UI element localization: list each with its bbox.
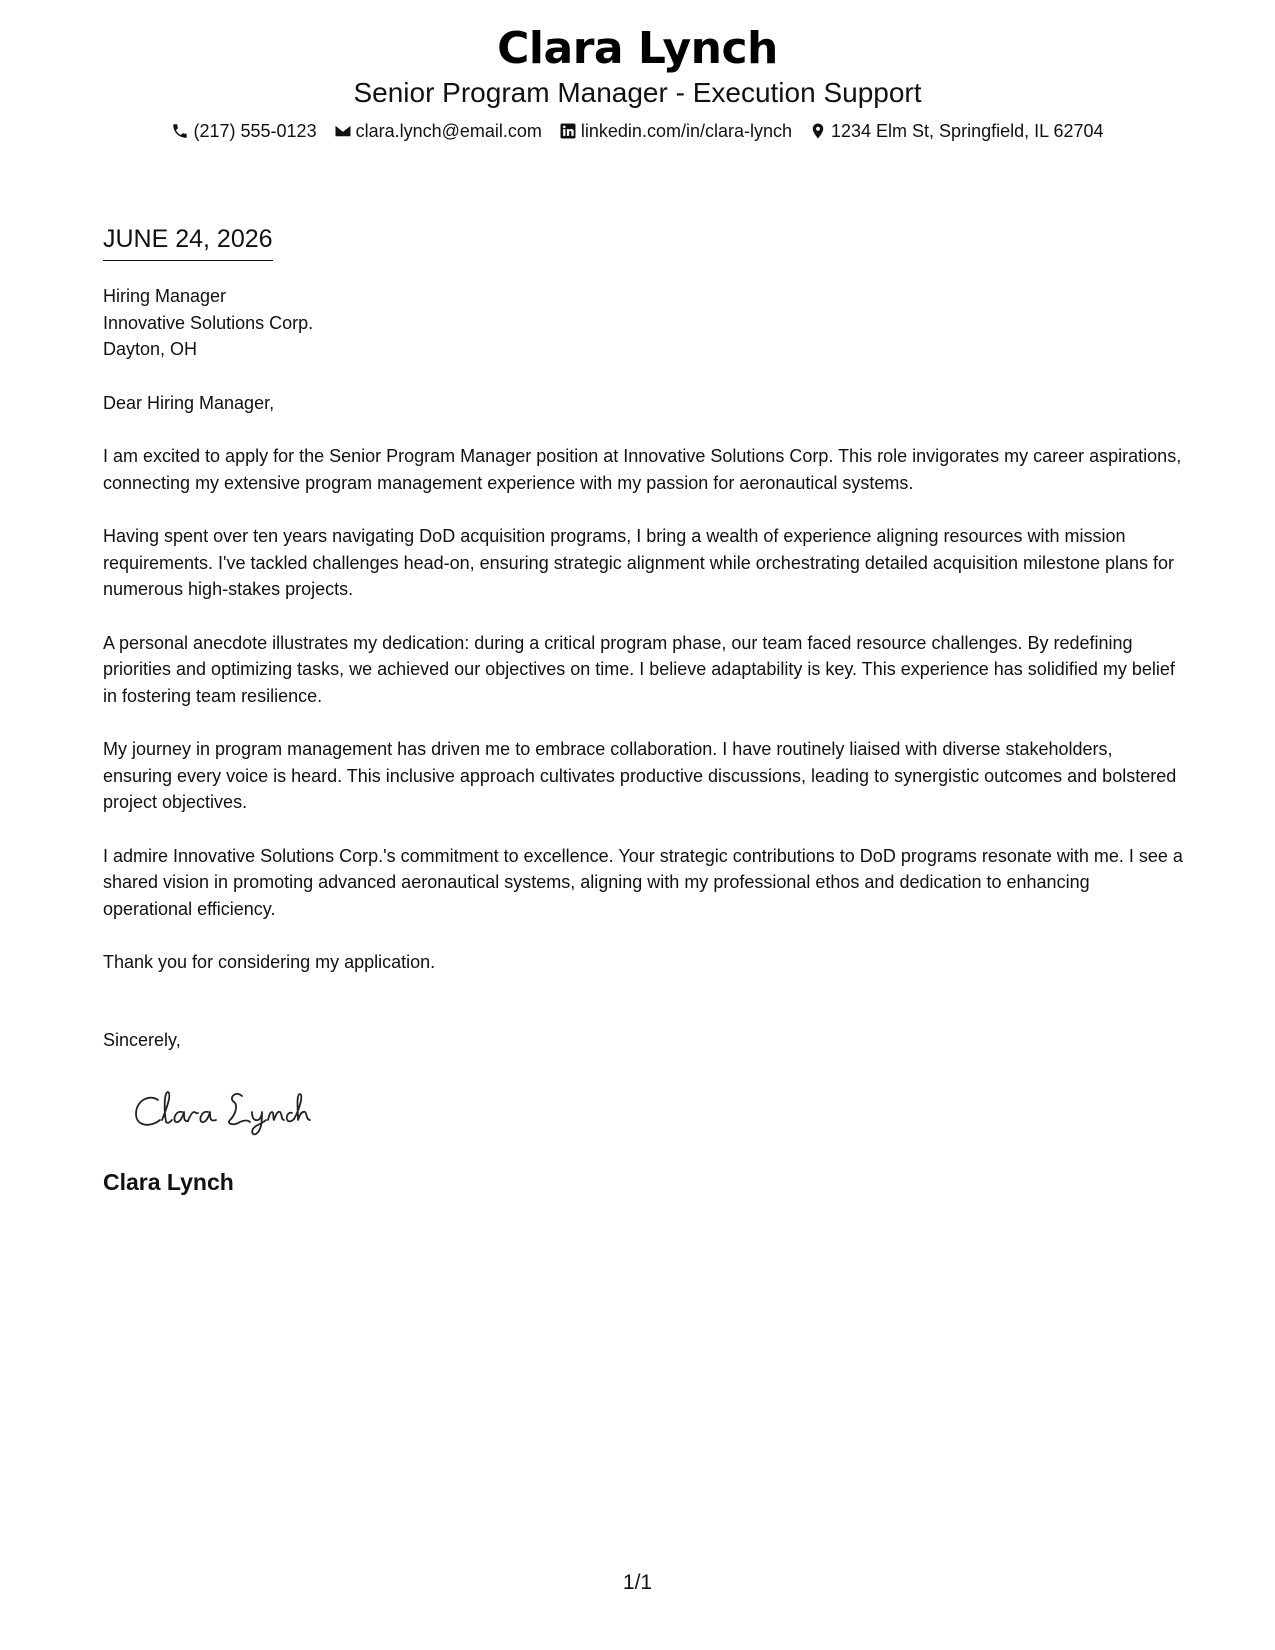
recipient-title: Hiring Manager [103,286,227,306]
paragraph-3: A personal anecdote illustrates my dedication: during a critical program phase, our team faced resource challenges. By redefining priorities and optimizing tasks, we achieved our objectives on time. I believe adaptability is key. This experience has solidified my belief in fostering team resilience. [103,632,1175,706]
letter-date: JUNE 24, 2026 [103,224,273,261]
paragraph-1: I am excited to apply for the Senior Program Manager position at Innovative Solutions Corp. This role invigorates my career aspirations, connecting my extensive program management experience with my passion for aeronautical systems. [103,446,1182,493]
linkedin-icon [559,122,577,140]
envelope-icon [334,122,352,140]
recipient-company: Innovative Solutions Corp. [103,312,314,333]
contact-email[interactable] [334,119,542,143]
applicant-name: Clara Lynch [497,23,778,74]
contact-linkedin[interactable] [559,119,792,143]
recipient-location: Dayton, OH [103,339,198,359]
paragraph-4: My journey in program management has driven me to embrace collaboration. I have routinely liaised with diverse stakeholders, ensuring every voice is heard. This inclusive approach cultivates productive discussions, leading to synergistic outcomes and bolstered project objectives. [103,739,1177,812]
email-text: clara.lynch@email.com [355,121,542,141]
job-title: Senior Program Manager - Execution Support [353,77,922,108]
contact-address [809,119,1104,143]
closing: Sincerely, [103,1030,181,1050]
recipient-block [103,283,1183,363]
contact-bar [0,119,1275,143]
linkedin-text: linkedin.com/in/clara-lynch [580,121,792,141]
paragraph-6: Thank you for considering my application. [103,952,436,972]
handwritten-signature [130,1080,340,1140]
signer-name: Clara Lynch [103,1169,234,1195]
paragraph-2: Having spent over ten years navigating DoD acquisition programs, I bring a wealth of experience aligning resources with mission requirements. I've tackled challenges head-on, ensuring strategic alignment while orchestrating detailed acquisition milestone plans for numerous high-stakes projects. [103,526,1175,599]
phone-text: (217) 555-0123 [193,121,317,141]
letter-header [0,22,1275,143]
map-pin-icon [809,122,827,140]
page-number: 1/1 [622,1571,653,1594]
contact-phone[interactable] [171,119,316,143]
address-text: 1234 Elm St, Springfield, IL 62704 [831,121,1104,141]
salutation: Dear Hiring Manager, [103,392,275,413]
letter-body [103,283,1183,976]
paragraph-5: I admire Innovative Solutions Corp.'s commitment to excellence. Your strategic contributions to DoD programs resonate with me. I see a shared vision in promoting advanced aeronautical systems, aligning with my professional ethos and dedication to enhancing operational efficiency. [103,845,1183,919]
phone-icon [171,122,189,140]
